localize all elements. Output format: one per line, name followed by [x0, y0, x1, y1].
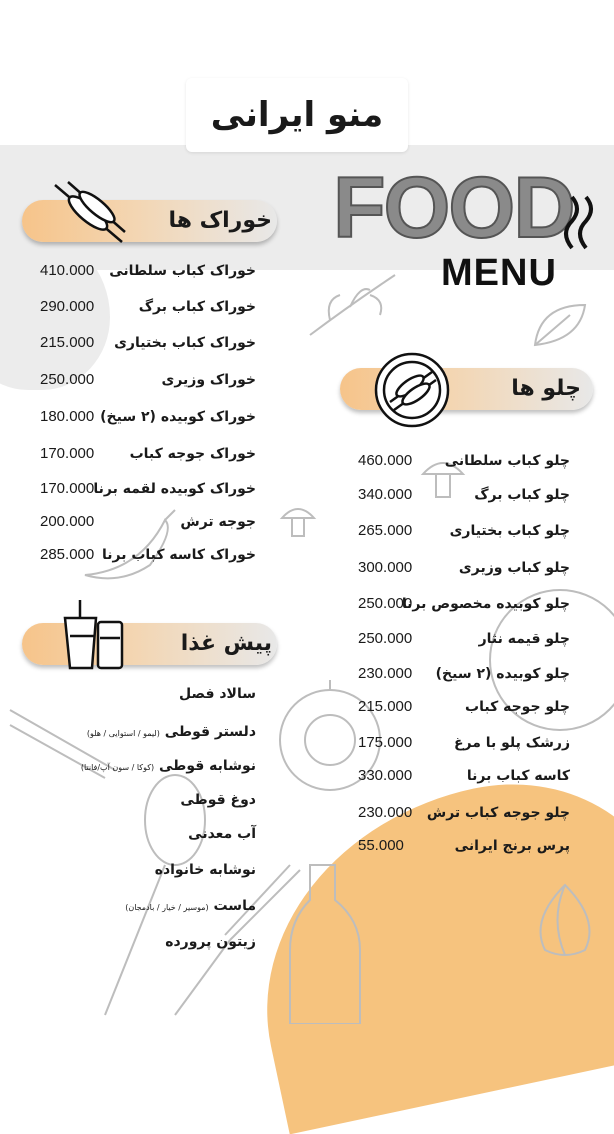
- pishghaza-title: پیش غذا: [180, 631, 272, 656]
- item-name: ماست: [213, 898, 256, 914]
- item-note: (لیمو / استوایی / هلو): [86, 729, 160, 738]
- list-item: [358, 521, 570, 541]
- item-name: پرس برنج ایرانی: [454, 838, 570, 854]
- mushroom-doodle-small: [278, 500, 318, 540]
- item-name: خوراک کباب برگ: [138, 299, 256, 315]
- item-name: نوشابه خانواده: [154, 862, 256, 878]
- item-name: چلو جوجه کباب: [465, 699, 570, 715]
- list-item: [60, 932, 256, 952]
- list-item: [358, 803, 570, 823]
- list-item: [358, 594, 570, 614]
- kebab-skewers-icon: [50, 180, 128, 250]
- list-item: [40, 512, 256, 532]
- item-note: (موسیر / خیار / بادمجان): [125, 903, 209, 912]
- item-name: جوجه ترش: [180, 514, 256, 530]
- item-name: خوراک وزیری: [161, 372, 256, 388]
- item-name: خوراک کباب سلطانی: [109, 263, 256, 279]
- item-price: 340.000: [358, 486, 413, 503]
- menu-title-box: [186, 78, 408, 152]
- item-name: خوراک کوبیده (۲ سیخ): [100, 409, 256, 425]
- item-name: خوراک کباب بختیاری: [114, 335, 256, 351]
- item-price: 215.000: [40, 334, 95, 351]
- list-item: [40, 297, 256, 317]
- item-name: دلستر قوطی: [164, 724, 256, 740]
- list-item: [60, 824, 256, 844]
- onion-doodle: [530, 880, 600, 960]
- item-price: 250.000: [358, 595, 413, 612]
- list-item: [358, 836, 570, 856]
- item-note: (کوکا / سون آپ/فانتا): [80, 763, 155, 772]
- page-title: منو ایرانی: [210, 95, 384, 135]
- list-item: [60, 860, 256, 880]
- item-name: خوراک کوبیده لقمه برنا: [93, 481, 256, 497]
- item-name: آب معدنی: [188, 826, 256, 842]
- item-name: چلو قیمه نثار: [478, 631, 570, 647]
- item-name: چلو کوبیده (۲ سیخ): [435, 666, 570, 682]
- item-price: 265.000: [358, 522, 413, 539]
- item-price: 250.000: [40, 371, 95, 388]
- item-price: 460.000: [358, 452, 413, 469]
- list-item: [358, 697, 570, 717]
- item-name: خوراک جوجه کباب: [129, 446, 256, 462]
- list-item: [358, 558, 570, 578]
- item-price: 285.000: [40, 546, 95, 563]
- item-price: 180.000: [40, 408, 95, 425]
- food-logo-text: FOOD: [333, 160, 574, 256]
- chelo-title: چلو ها: [511, 376, 581, 401]
- list-item: [358, 766, 570, 786]
- list-item: [40, 444, 256, 464]
- list-item: [60, 896, 256, 916]
- list-item: [60, 722, 256, 742]
- list-item: [358, 733, 570, 753]
- kebab-plate-icon: [372, 350, 452, 430]
- item-price: 200.000: [40, 513, 95, 530]
- item-price: 55.000: [358, 837, 404, 854]
- list-item: [358, 485, 570, 505]
- item-name: سالاد فصل: [179, 686, 256, 702]
- item-name: چلو کباب سلطانی: [444, 453, 570, 469]
- leaf-doodle: [530, 300, 590, 350]
- list-item: [358, 664, 570, 684]
- list-item: [40, 407, 256, 427]
- item-price: 215.000: [358, 698, 413, 715]
- list-item: [60, 756, 256, 776]
- item-name: دوغ قوطی: [180, 792, 256, 808]
- list-item: [40, 545, 256, 565]
- item-price: 230.000: [358, 804, 413, 821]
- item-price: 250.000: [358, 630, 413, 647]
- item-price: 170.000: [40, 445, 95, 462]
- list-item: [40, 479, 256, 499]
- cups-icon: [60, 598, 126, 670]
- item-price: 290.000: [40, 298, 95, 315]
- list-item: [358, 629, 570, 649]
- list-item: [60, 684, 256, 704]
- item-price: 410.000: [40, 262, 95, 279]
- item-name: چلو کوبیده مخصوص برنا: [401, 596, 570, 612]
- item-name: چلو کباب وزیری: [458, 560, 570, 576]
- item-name: چلو جوجه کباب ترش: [426, 805, 570, 821]
- item-name: خوراک کاسه کباب برنا: [102, 547, 256, 563]
- herb-doodle: [300, 265, 400, 345]
- khorak-title: خوراک ها: [168, 208, 272, 233]
- list-item: [40, 261, 256, 281]
- item-price: 330.000: [358, 767, 413, 784]
- item-price: 300.000: [358, 559, 413, 576]
- item-name: چلو کباب بختیاری: [449, 523, 570, 539]
- item-price: 175.000: [358, 734, 413, 751]
- list-item: [60, 790, 256, 810]
- item-name: زرشک پلو با مرغ: [453, 735, 570, 751]
- list-item: [40, 370, 256, 390]
- menu-logo-text: MENU: [441, 252, 557, 294]
- item-price: 170.000: [40, 480, 95, 497]
- item-name: زیتون پرورده: [165, 934, 256, 950]
- steam-icon: [560, 193, 600, 253]
- item-price: 230.000: [358, 665, 413, 682]
- list-item: [40, 333, 256, 353]
- item-name: چلو کباب برگ: [474, 487, 570, 503]
- bottle-doodle: [280, 860, 370, 1024]
- list-item: [358, 451, 570, 471]
- item-name: کاسه کباب برنا: [466, 768, 570, 784]
- item-name: نوشابه قوطی: [159, 758, 256, 774]
